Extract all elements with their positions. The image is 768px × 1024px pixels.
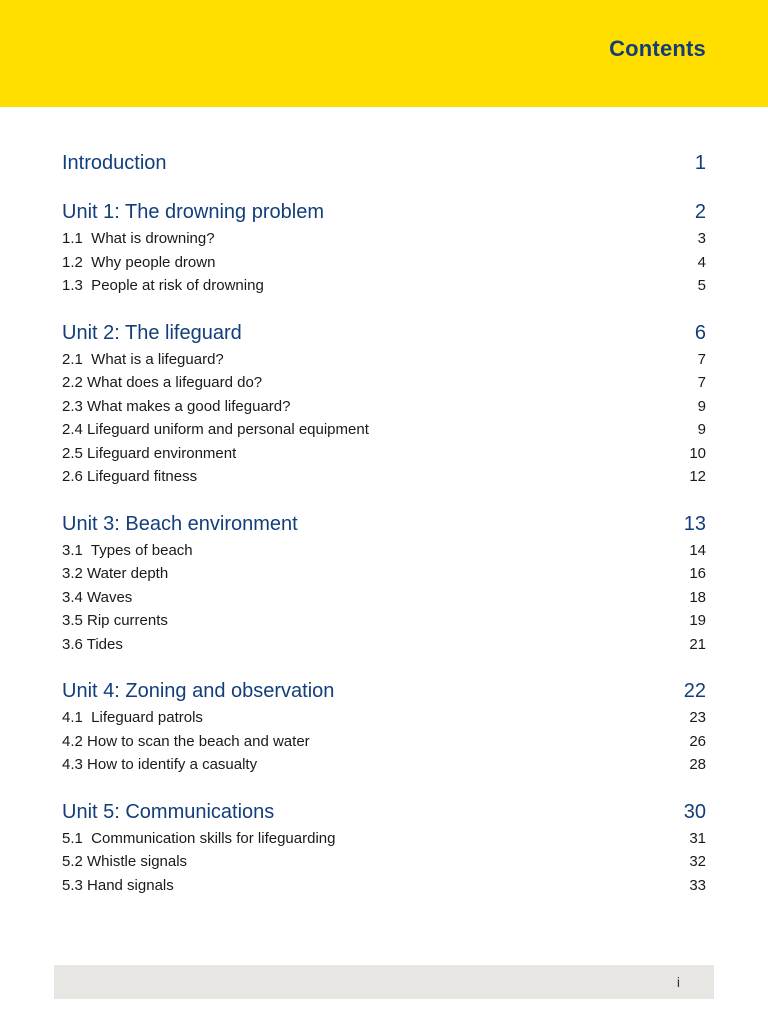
toc-item-title: 2.4 Lifeguard uniform and personal equipment bbox=[62, 421, 369, 438]
toc-unit-title: Unit 3: Beach environment bbox=[62, 512, 298, 535]
toc-item-page: 4 bbox=[697, 253, 706, 271]
toc-item-row[interactable] bbox=[62, 753, 706, 777]
toc-item-row[interactable] bbox=[62, 251, 706, 275]
page-title: Contents bbox=[609, 36, 706, 61]
toc-item-title: 3.4 Waves bbox=[62, 588, 133, 606]
toc-item-page: 7 bbox=[697, 374, 706, 391]
toc-item-page: 9 bbox=[697, 397, 706, 415]
toc-item-page: 33 bbox=[689, 876, 706, 894]
header-band bbox=[0, 0, 768, 107]
toc-item-row[interactable] bbox=[62, 850, 706, 874]
toc-unit-page: 6 bbox=[694, 321, 706, 344]
toc-item-row[interactable] bbox=[62, 874, 706, 898]
toc-item-row[interactable] bbox=[62, 539, 706, 563]
toc-item-title: 3.5 Rip currents bbox=[62, 612, 168, 629]
toc-item-row[interactable] bbox=[62, 827, 706, 851]
toc-unit-page: 13 bbox=[683, 512, 706, 535]
toc-item-page: 32 bbox=[689, 853, 706, 870]
toc-item-row[interactable] bbox=[62, 395, 706, 419]
toc-unit-heading[interactable] bbox=[62, 511, 706, 537]
toc-item-title: 4.1 Lifeguard patrols bbox=[62, 709, 203, 726]
toc-item-title: 5.2 Whistle signals bbox=[62, 853, 188, 870]
toc-item-row[interactable] bbox=[62, 227, 706, 251]
toc-item-row[interactable] bbox=[62, 418, 706, 442]
toc-item-title: 4.2 How to scan the beach and water bbox=[62, 732, 310, 750]
toc-unit-title: Unit 1: The drowning problem bbox=[62, 201, 324, 223]
toc-item-page: 19 bbox=[689, 612, 706, 629]
toc-item-row[interactable] bbox=[62, 706, 706, 730]
footer-page-number: i bbox=[676, 974, 680, 990]
toc-item-page: 21 bbox=[689, 635, 706, 653]
toc-item-page: 26 bbox=[689, 732, 706, 750]
toc-item-title: 1.3 People at risk of drowning bbox=[62, 277, 264, 294]
toc-item-page: 28 bbox=[689, 756, 706, 773]
toc-unit-group bbox=[62, 511, 706, 657]
toc-entry-title: Introduction bbox=[62, 152, 167, 174]
toc-item-title: 3.1 Types of beach bbox=[62, 541, 193, 559]
toc-entry-page: 1 bbox=[694, 152, 706, 174]
toc-item-title: 2.3 What makes a good lifeguard? bbox=[62, 397, 291, 415]
footer-band bbox=[54, 965, 714, 999]
toc-item-title: 4.3 How to identify a casualty bbox=[62, 756, 258, 773]
toc-item-title: 1.2 Why people drown bbox=[62, 253, 216, 271]
toc-item-title: 5.3 Hand signals bbox=[62, 876, 174, 894]
toc-item-title: 3.6 Tides bbox=[62, 635, 123, 653]
table-of-contents bbox=[62, 150, 706, 919]
toc-item-row[interactable] bbox=[62, 348, 706, 372]
toc-unit-heading[interactable] bbox=[62, 199, 706, 225]
toc-item-row[interactable] bbox=[62, 562, 706, 586]
toc-item-title: 1.1 What is drowning? bbox=[62, 230, 215, 247]
toc-item-page: 18 bbox=[689, 588, 706, 606]
toc-unit-title: Unit 4: Zoning and observation bbox=[62, 680, 335, 702]
toc-unit-title: Unit 2: The lifeguard bbox=[62, 321, 242, 344]
toc-item-page: 10 bbox=[689, 444, 706, 462]
toc-item-row[interactable] bbox=[62, 371, 706, 395]
toc-item-row[interactable] bbox=[62, 274, 706, 298]
toc-item-title: 2.6 Lifeguard fitness bbox=[62, 468, 198, 485]
toc-item-row[interactable] bbox=[62, 633, 706, 657]
toc-unit-page: 2 bbox=[694, 201, 706, 223]
toc-item-row[interactable] bbox=[62, 730, 706, 754]
toc-unit-group bbox=[62, 799, 706, 898]
toc-item-row[interactable] bbox=[62, 465, 706, 489]
toc-item-page: 5 bbox=[697, 277, 706, 294]
toc-item-page: 16 bbox=[689, 565, 706, 582]
toc-unit-group bbox=[62, 678, 706, 777]
toc-unit-heading[interactable] bbox=[62, 799, 706, 825]
toc-item-page: 3 bbox=[697, 230, 706, 247]
toc-item-title: 3.2 Water depth bbox=[62, 565, 169, 582]
toc-unit-title: Unit 5: Communications bbox=[62, 800, 275, 823]
toc-item-page: 14 bbox=[689, 541, 706, 559]
toc-item-page: 12 bbox=[689, 468, 706, 485]
toc-item-row[interactable] bbox=[62, 442, 706, 466]
toc-item-page: 31 bbox=[689, 829, 706, 847]
toc-units bbox=[62, 199, 706, 897]
toc-item-page: 7 bbox=[697, 350, 706, 368]
toc-unit-page: 22 bbox=[683, 680, 706, 702]
toc-introduction-group bbox=[62, 150, 706, 176]
toc-item-title: 2.1 What is a lifeguard? bbox=[62, 350, 224, 368]
toc-item-row[interactable] bbox=[62, 609, 706, 633]
toc-unit-page: 30 bbox=[683, 800, 706, 823]
toc-item-page: 23 bbox=[689, 709, 706, 726]
toc-unit-heading[interactable] bbox=[62, 678, 706, 704]
toc-introduction-entry[interactable] bbox=[62, 150, 706, 176]
toc-item-page: 9 bbox=[697, 421, 706, 438]
toc-item-title: 2.5 Lifeguard environment bbox=[62, 444, 237, 462]
toc-item-title: 5.1 Communication skills for lifeguarding bbox=[62, 829, 336, 847]
toc-unit-heading[interactable] bbox=[62, 320, 706, 346]
toc-item-row[interactable] bbox=[62, 586, 706, 610]
toc-unit-group bbox=[62, 320, 706, 489]
toc-item-title: 2.2 What does a lifeguard do? bbox=[62, 374, 263, 391]
toc-unit-group bbox=[62, 199, 706, 298]
